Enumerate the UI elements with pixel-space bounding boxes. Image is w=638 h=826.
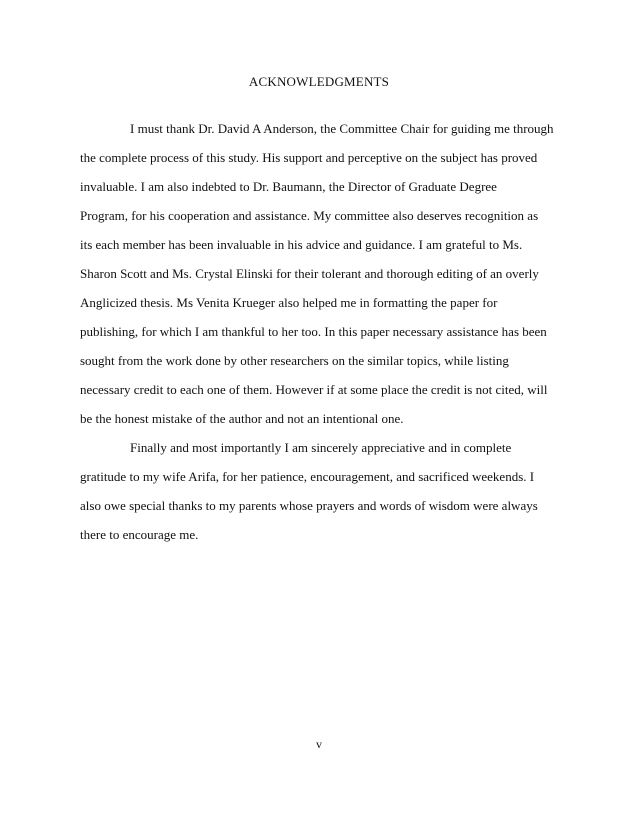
paragraph-line: its each member has been invaluable in his advice and guidance. I am grateful to Ms. xyxy=(80,237,523,252)
paragraph-line: Sharon Scott and Ms. Crystal Elinski for their tolerant and thorough editing of an overly xyxy=(80,266,539,281)
paragraph-line: gratitude to my wife Arifa, for her patience, encouragement, and sacrificed weekends. I xyxy=(80,469,535,484)
paragraph-line: publishing, for which I am thankful to her too. In this paper necessary assistance has been xyxy=(80,324,547,339)
paragraph-line: Finally and most importantly I am sincerely appreciative and in complete xyxy=(130,440,512,455)
page-number: v xyxy=(316,737,322,751)
paragraph-line: Program, for his cooperation and assistance. My committee also deserves recognition as xyxy=(80,208,539,223)
paragraph-line: Anglicized thesis. Ms Venita Krueger also helped me in formatting the paper for xyxy=(80,295,498,310)
paragraph-line: I must thank Dr. David A Anderson, the Committee Chair for guiding me through xyxy=(130,121,554,136)
paragraph-line: sought from the work done by other researchers on the similar topics, while listing xyxy=(80,353,509,368)
paragraph-line: necessary credit to each one of them. However if at some place the credit is not cited, will xyxy=(80,382,548,397)
paragraph-line: be the honest mistake of the author and not an intentional one. xyxy=(80,411,404,426)
paragraph-line: also owe special thanks to my parents whose prayers and words of wisdom were always xyxy=(80,498,538,513)
paragraph-line: there to encourage me. xyxy=(80,527,199,542)
page-title: ACKNOWLEDGMENTS xyxy=(248,74,390,89)
paragraph-line: invaluable. I am also indebted to Dr. Baumann, the Director of Graduate Degree xyxy=(80,179,497,194)
paragraph-line: the complete process of this study. His support and perceptive on the subject has proved xyxy=(80,150,538,165)
